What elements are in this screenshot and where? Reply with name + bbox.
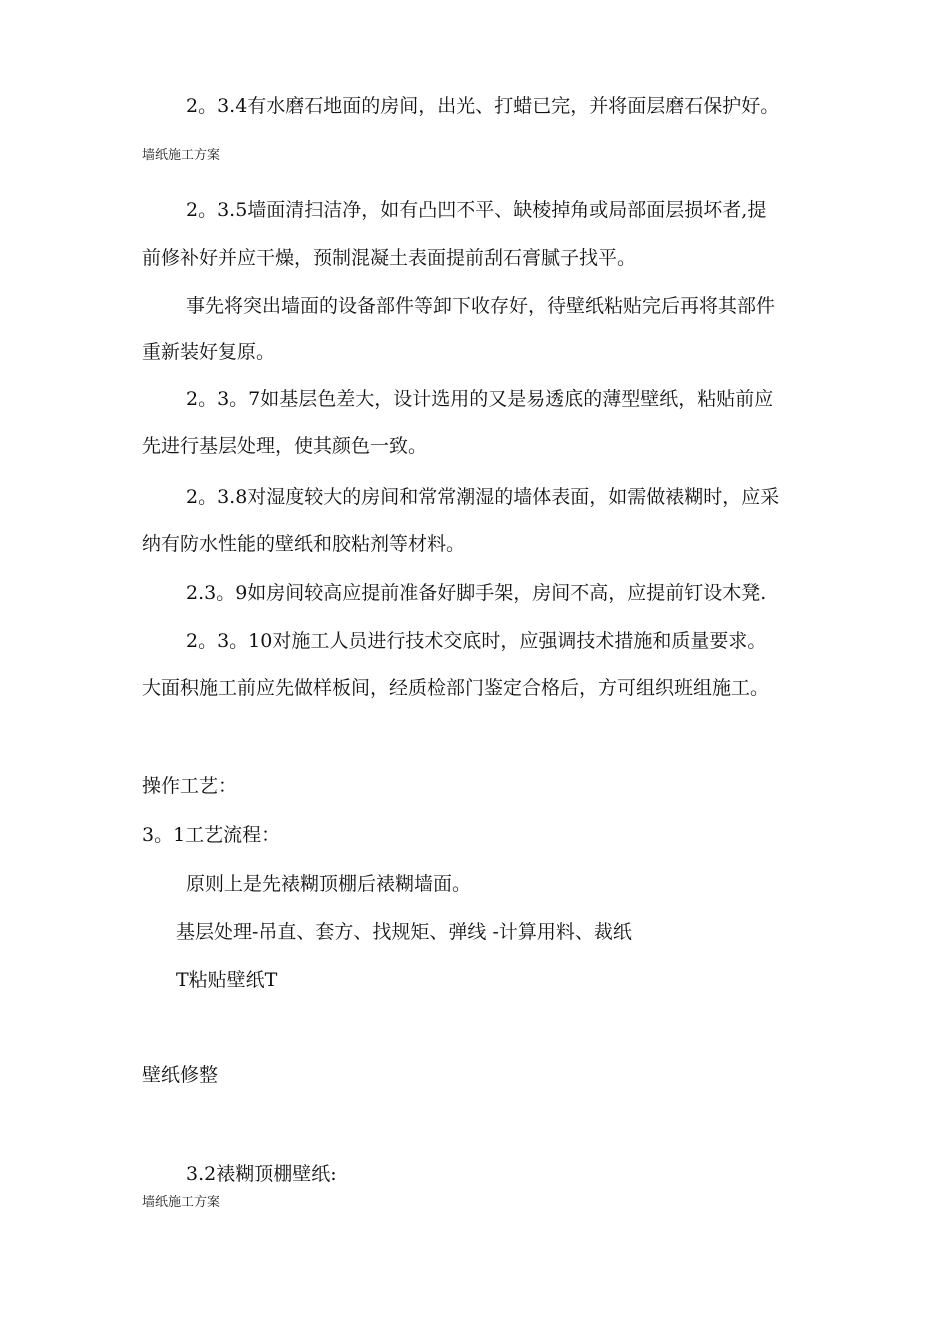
process-flow-line-3: 壁纸修整 — [142, 1064, 219, 1086]
paragraph-2-3-8-line-2: 纳有防水性能的壁纸和胶粘剂等材料。 — [142, 533, 466, 555]
paragraph-2-3-7-line-1: 2。3。7如基层色差大，设计选用的又是易透底的薄型壁纸，粘贴前应 — [186, 388, 774, 410]
paragraph-2-3-10-line-2: 大面积施工前应先做样板间，经质检部门鉴定合格后，方可组织班组施工。 — [142, 677, 770, 699]
running-header: 墙纸施工方案 — [142, 148, 221, 163]
paragraph-2-3-6-line-2: 重新装好复原。 — [142, 341, 276, 363]
paragraph-2-3-5-line-1: 2。3.5墙面清扫洁净，如有凸凹不平、缺棱掉角或局部面层损坏者,提 — [186, 199, 767, 221]
paragraph-2-3-6-line-1: 事先将突出墙面的设备部件等卸下收存好，待壁纸粘贴完后再将其部件 — [186, 295, 776, 317]
paragraph-2-3-9: 2.3。9如房间较高应提前准备好脚手架，房间不高，应提前钉设木凳. — [186, 582, 767, 604]
paragraph-principle: 原则上是先裱糊顶棚后裱糊墙面。 — [186, 873, 472, 895]
paragraph-2-3-10-line-1: 2。3。10对施工人员进行技术交底时，应强调技术措施和质量要求。 — [186, 630, 767, 652]
paragraph-2-3-8-line-1: 2。3.8对湿度较大的房间和常常潮湿的墙体表面，如需做裱糊时，应采 — [186, 486, 780, 508]
subsection-heading-3-2: 3.2裱糊顶棚壁纸: — [186, 1163, 337, 1185]
paragraph-2-3-5-line-2: 前修补好并应干燥，预制混凝土表面提前刮石膏腻子找平。 — [142, 247, 637, 269]
running-footer: 墙纸施工方案 — [142, 1195, 221, 1210]
section-heading-operation: 操作工艺： — [142, 775, 238, 797]
paragraph-2-3-4: 2。3.4有水磨石地面的房间，出光、打蜡已完，并将面层磨石保护好。 — [186, 95, 780, 117]
process-flow-line-1: 基层处理-吊直、套方、找规矩、弹线 -计算用料、裁纸 — [176, 921, 632, 943]
process-flow-line-2: T粘贴壁纸T — [176, 969, 278, 991]
paragraph-2-3-7-line-2: 先进行基层处理，使其颜色一致。 — [142, 435, 428, 457]
subsection-heading-3-1: 3。1工艺流程： — [142, 824, 281, 846]
